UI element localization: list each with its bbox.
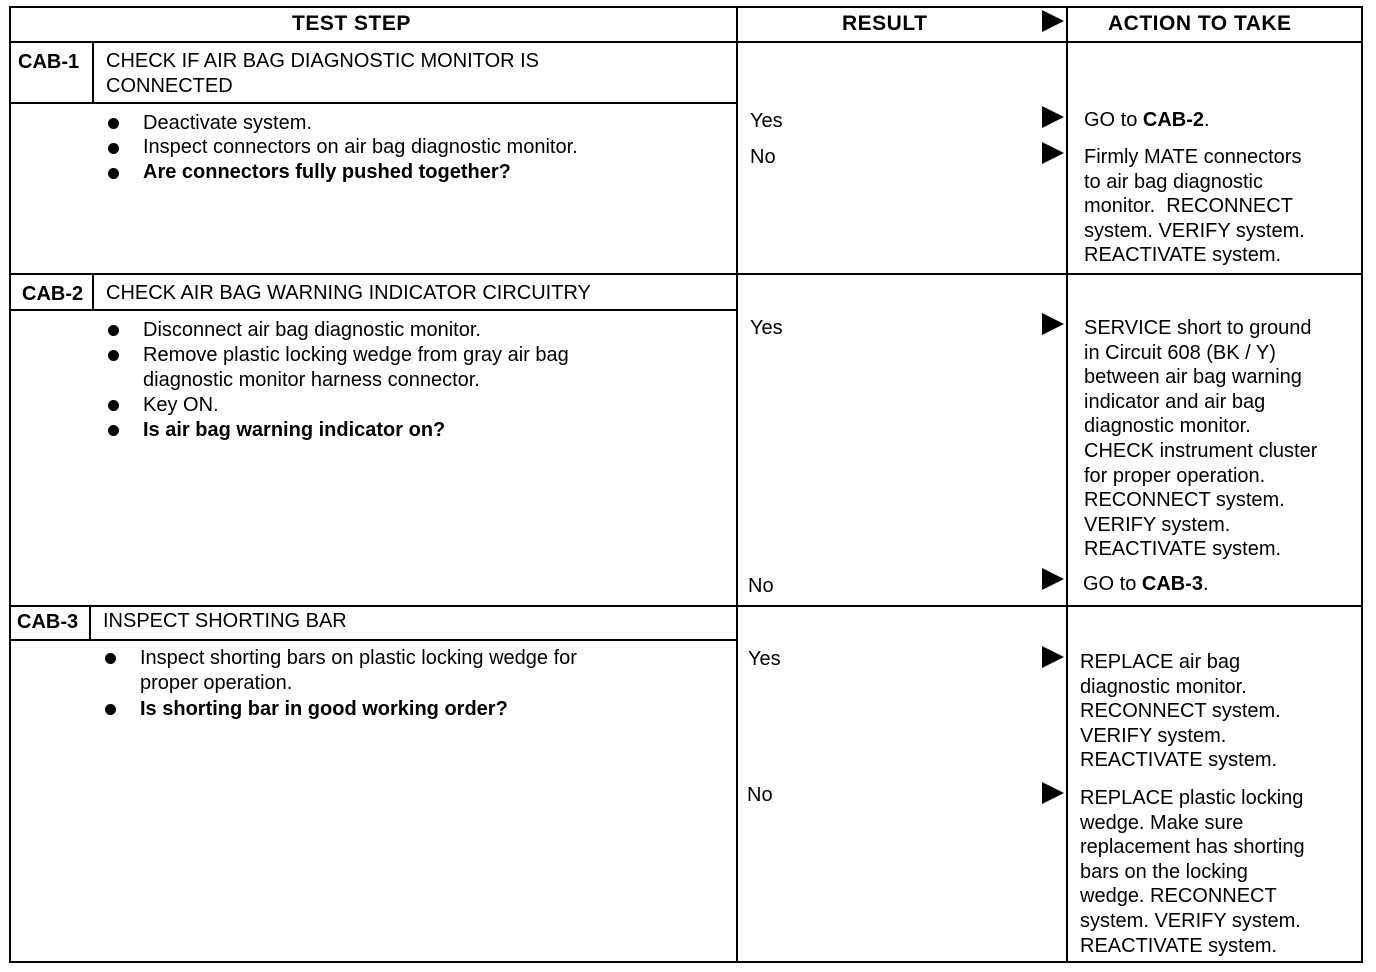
bullet-text: diagnostic monitor harness connector.	[143, 369, 480, 391]
title-underline-cab-3	[9, 639, 738, 641]
result-label: No	[747, 784, 773, 806]
id-divider-cab-1	[92, 41, 94, 103]
action-text: REPLACE plastic locking wedge. Make sure replacement has shorting bars on the locking wedge. RECONNECT system. VERIFY system. REACTIVATE system.	[1080, 787, 1305, 957]
result-arrow-icon	[1042, 782, 1064, 804]
table-border-bottom	[9, 961, 1363, 963]
step-id: CAB-1	[18, 51, 80, 73]
result-label: Yes	[750, 110, 783, 132]
step-title-line: CONNECTED	[106, 75, 233, 97]
column-divider-result	[736, 6, 738, 963]
header-result: RESULT	[842, 12, 928, 35]
step-title-line: INSPECT SHORTING BAR	[103, 610, 347, 632]
step-id: CAB-3	[17, 611, 79, 633]
bullet-text: proper operation.	[140, 672, 293, 694]
result-label: Yes	[750, 317, 783, 339]
bullet-question: Is shorting bar in good working order?	[140, 698, 508, 720]
bullet-text: Remove plastic locking wedge from gray air bag	[143, 344, 569, 366]
bullet-icon	[108, 350, 119, 361]
row-divider-cab-3	[9, 605, 1363, 607]
result-arrow-icon	[1042, 646, 1064, 668]
table-border-left	[9, 6, 11, 963]
bullet-icon	[105, 653, 116, 664]
action-text: GO to CAB-2.	[1084, 109, 1210, 131]
action-text: GO to CAB-3.	[1083, 573, 1209, 595]
result-arrow-icon	[1042, 313, 1064, 335]
header-divider	[9, 41, 1363, 43]
bullet-icon	[108, 168, 119, 179]
bullet-icon	[108, 325, 119, 336]
result-label: No	[748, 575, 774, 597]
step-title-line: CHECK AIR BAG WARNING INDICATOR CIRCUITRY	[106, 282, 591, 304]
column-divider-action	[1066, 6, 1068, 963]
action-text: SERVICE short to ground in Circuit 608 (BK / Y) between air bag warning indicator and air bag diagnostic monitor. CHECK instrument cluster for proper operation. RECONNECT system. VERIFY system. REACTIVATE system.	[1084, 317, 1318, 561]
result-arrow-icon	[1042, 106, 1064, 128]
bullet-text: Inspect connectors on air bag diagnostic monitor.	[143, 136, 578, 158]
row-divider-cab-2	[9, 273, 1363, 275]
step-id: CAB-2	[22, 283, 84, 305]
bullet-question: Is air bag warning indicator on?	[143, 419, 446, 441]
result-arrow-icon	[1042, 568, 1064, 590]
bullet-question: Are connectors fully pushed together?	[143, 161, 511, 183]
header-arrow-icon	[1042, 10, 1064, 32]
header-action: ACTION TO TAKE	[1108, 12, 1292, 35]
bullet-text: Disconnect air bag diagnostic monitor.	[143, 319, 481, 341]
bullet-icon	[108, 118, 119, 129]
bullet-icon	[108, 425, 119, 436]
bullet-text: Inspect shorting bars on plastic locking wedge for	[140, 647, 577, 669]
title-underline-cab-2	[9, 309, 738, 311]
header-test-step: TEST STEP	[292, 12, 411, 35]
id-divider-cab-2	[92, 273, 94, 311]
title-underline-cab-1	[9, 102, 738, 104]
bullet-icon	[105, 704, 116, 715]
result-label: Yes	[748, 648, 781, 670]
table-border-right	[1361, 6, 1363, 963]
action-text: REPLACE air bag diagnostic monitor. RECONNECT system. VERIFY system. REACTIVATE system.	[1080, 651, 1281, 772]
bullet-icon	[108, 400, 119, 411]
table-border-top	[9, 6, 1363, 8]
id-divider-cab-3	[89, 605, 91, 641]
result-arrow-icon	[1042, 142, 1064, 164]
bullet-icon	[108, 143, 119, 154]
result-label: No	[750, 146, 776, 168]
step-title-line: CHECK IF AIR BAG DIAGNOSTIC MONITOR IS	[106, 50, 540, 72]
action-text: Firmly MATE connectors to air bag diagnostic monitor. RECONNECT system. VERIFY system. REACTIVATE system.	[1084, 146, 1305, 267]
bullet-text: Deactivate system.	[143, 112, 312, 134]
bullet-text: Key ON.	[143, 394, 219, 416]
